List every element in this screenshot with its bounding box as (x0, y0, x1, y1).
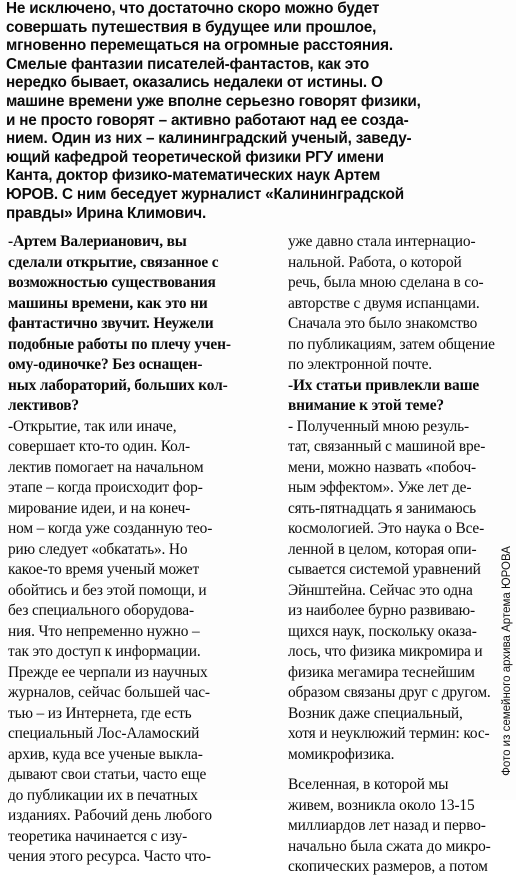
lead-line: нием. Один из них – калининградский ученый, заведу- (6, 130, 412, 148)
lead-line: Смелые фантазии писателей-фантастов, как это (6, 55, 370, 73)
question-line: машины времени, как это ни (8, 294, 208, 312)
answer-line: до публикации их в печатных (8, 786, 198, 804)
answer-line: Прежде ее черпали из научных (8, 663, 208, 681)
answer-line: мирование идеи, и на конеч- (8, 499, 191, 517)
lead-line: Канта, доктор физико-математических наук Артем (6, 167, 381, 185)
answer-line: ленной в целом, которая опи- (288, 540, 477, 558)
answer-line: речь, была мною сделана в со- (288, 274, 484, 291)
answer-continuation (288, 232, 500, 376)
lead-paragraph (6, 0, 506, 223)
answer-line: образом связаны друг с другом. (288, 684, 491, 701)
answer-line: ния. Что непременно нужно – (8, 622, 200, 640)
answer-line: без специального оборудова- (8, 602, 194, 619)
answer-line: -Открытие, так или иначе, (8, 417, 177, 435)
answer-line: изданиях. Рабочий день любого (8, 807, 212, 824)
answer-line: Возник даже специальный, (288, 704, 463, 722)
question-line: внимание к этой теме? (288, 397, 444, 414)
question-line: -Их статьи привлекли ваше (288, 376, 480, 394)
question-line: возможностью существования (8, 274, 216, 291)
answer-line: журналов, сейчас большей час- (8, 684, 210, 701)
interview-answer (288, 417, 500, 766)
body-line: начально была сжата до микро- (288, 837, 491, 855)
answer-line: этапе – когда происходит фор- (8, 479, 203, 496)
question-line: -Артем Валерианович, вы (8, 233, 187, 250)
answer-line: нальной. Работа, о которой (288, 253, 462, 271)
body-line: живем, возникла около 13-15 (288, 796, 475, 814)
answer-line: сывается системой уравнений (288, 561, 481, 578)
article-column-right (288, 232, 500, 878)
answer-line: рию следует «обкатать». Но (8, 540, 188, 558)
question-line: ных лабораторий, больших кол- (8, 376, 228, 394)
lead-line: машине времени уже вполне серьезно говорят физики, (6, 92, 421, 110)
lead-line: совершать путешествия в будущее или прошлое, (6, 18, 377, 36)
answer-line: какое-то время ученый может (8, 561, 200, 578)
answer-line: лектив помогает на начальном (8, 458, 204, 476)
answer-line: Эйнштейна. Сейчас это одна (288, 581, 473, 599)
answer-line: по публикациям, затем общение (288, 335, 495, 353)
question-line: лективов? (8, 397, 79, 414)
question-line: ому-одиночке? Без оснащен- (8, 356, 203, 373)
answer-line: архив, куда все ученые выкла- (8, 745, 203, 763)
answer-line: обойтись и без этой помощи, и (8, 581, 207, 599)
answer-line: сять-пятнадцать я занимаюсь (288, 499, 477, 517)
lead-line: мгновенно перемещаться на огромные расстояния. (6, 37, 393, 55)
body-line: скопических размеров, а потом (288, 858, 488, 875)
photo-credit-text: Фото из семейного архива Артема ЮРОВА (501, 546, 514, 776)
answer-line: дывают свои статьи, часто еще (8, 766, 207, 783)
lead-line: и не просто говорят – активно работают над ее созда- (6, 111, 409, 129)
lead-line: ющий кафедрой теоретической физики РГУ имени (6, 148, 384, 166)
answer-line: мени, можно назвать «побоч- (288, 458, 477, 476)
answer-line: из наиболее бурно развиваю- (288, 602, 475, 619)
answer-line: так это доступ к информации. (8, 643, 201, 660)
answer-line: совершает кто-то один. Кол- (8, 438, 190, 455)
lead-line: правды» Ирина Климович. (6, 204, 207, 222)
question-line: фантастично звучит. Неужели (8, 315, 214, 332)
lead-line: нередко бывает, оказались недалеки от истины. О (6, 74, 383, 92)
question-line: подобные работы по плечу учен- (8, 335, 231, 353)
answer-line: специальный Лос-Аламоский (8, 725, 200, 742)
answer-line: лось, что физика микромира и (288, 643, 483, 660)
answer-line: - Полученный мною резуль- (288, 417, 470, 435)
answer-line: теоретика начинается с изу- (8, 827, 188, 845)
answer-line: ном – когда уже созданную тео- (8, 520, 213, 537)
answer-line: щихся наук, поскольку оказа- (288, 622, 477, 640)
answer-line: хотя и неуклюжий термин: кос- (288, 725, 490, 742)
paragraph-gap (288, 765, 500, 775)
answer-line: авторстве с двумя испанцами. (288, 294, 480, 312)
photo-credit (498, 530, 516, 792)
interview-question (288, 376, 500, 417)
answer-line: тат, связанный с машиной вре- (288, 438, 486, 455)
article-column-left (8, 232, 274, 868)
answer-line: физика мегамира теснейшим (288, 663, 475, 681)
answer-line: Сначала это было знакомство (288, 315, 478, 332)
answer-line: чения этого ресурса. Часто что- (8, 848, 211, 865)
question-line: сделали открытие, связанное с (8, 253, 219, 271)
answer-line: момикрофизика. (288, 745, 395, 763)
body-line: Вселенная, в которой мы (288, 776, 449, 793)
lead-line: Не исключено, что достаточно скоро можно будет (6, 0, 380, 17)
answer-line: космологией. Это наука о Все- (288, 520, 485, 537)
lead-line: ЮРОВ. С ним беседует журналист «Калининградской (6, 185, 404, 203)
answer-line: по электронной почте. (288, 356, 432, 373)
answer-line: уже давно стала интернацио- (288, 233, 476, 250)
body-paragraph (288, 775, 500, 878)
answer-line: ным эффектом». Уже лет де- (288, 479, 472, 496)
answer-line: тью – из Интернета, где есть (8, 704, 192, 722)
interview-question (8, 232, 274, 417)
body-line: миллиардов лет назад и перво- (288, 817, 486, 834)
